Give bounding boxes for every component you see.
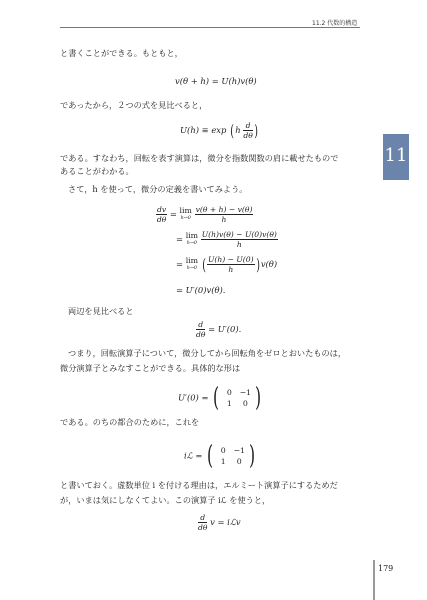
paragraph-2: であったから，２つの式を見比べると， [60,100,208,110]
eq2-den: dθ [243,131,253,140]
eq2-lhs: U(h) ≡ exp [180,125,227,135]
eq3-r3-tail: v(θ) [260,259,278,269]
m12: −1 [239,388,252,397]
matrix-paren-right: ) [255,383,262,413]
paragraph-7: である。のちの都合のために，これを [60,417,200,427]
paragraph-3a: である。すなわち，回転を表す演算は，微分を指数関数の肩に載せたもので [60,153,339,163]
equation-6 [184,441,257,471]
m21: 1 [220,457,226,466]
paren-left: ( [202,255,206,274]
paragraph-8a: と書いておく。虚数単位 i を付ける理由は，エルミート演算子にするためだ [60,480,338,490]
m21: 1 [226,399,232,408]
equation-2 [180,121,259,140]
eq3-r3-frac [207,255,255,274]
eq3-lhs-num: dv [157,205,167,214]
eq4-num: d [196,320,205,330]
paragraph-4: さて，h を使って，微分の定義を書いてみよう。 [68,184,248,194]
eq3-r1-num: v(θ + h) − v(θ) [195,205,253,214]
eq3-r1-frac [195,205,254,224]
m22: 0 [236,457,242,466]
matrix-2 [215,445,247,467]
running-header: 11.2 代数的構造 [312,20,358,27]
eq3-r1-den: h [221,215,227,224]
matrix-paren-left: ( [207,441,214,471]
equation-5 [178,383,264,413]
paren-right: ) [254,121,258,140]
eq5-lhs: U′(0) = [178,392,209,403]
equation-3-row-2: = lim h→0 $\frac{U(h)v(\theta) - U(0)v(\theta)}{h}$ [176,230,277,249]
equation-4 [196,320,241,339]
equation-7 [198,513,241,532]
equation-3-row-4: = U′(0)v(θ). [176,285,226,295]
m11: 0 [226,388,232,397]
eq7-rhs: v = iℒv [210,517,241,527]
eq2-frac [243,121,252,140]
paragraph-1: と書くことができる。もともと， [60,48,183,58]
paragraph-3b: あることがわかる。 [60,166,134,176]
eq4-frac [196,320,205,339]
lim-sub: h→0 [180,215,191,221]
eq3-r3-den: h [228,265,234,274]
matrix-1 [221,387,253,409]
equation-1: v(θ + h) = U(h)v(θ) [175,76,257,86]
eq3-r2-num: U(h)v(θ) − U(0)v(θ) [201,230,277,239]
eq6-lhs: iℒ = [184,450,203,461]
paragraph-6a: つまり，回転演算子について，微分してから回転角をゼロとおいたものは， [68,348,347,358]
paragraph-6b: 微分演算子とみなすことができる。具体的な形は [60,363,241,373]
paragraph-5: 両辺を見比べると [68,306,134,316]
eq3-r3-num: U(h) − U(0) [208,255,254,264]
chapter-tab [383,134,409,180]
eq3-lhs-frac [156,205,167,224]
paragraph-8b: が，いまは気にしなくてよい。この演算子 iℒ を使うと， [60,495,271,505]
eq2-num: d [243,121,252,131]
paren-left: ( [230,121,235,140]
eq7-frac [198,513,207,532]
eq7-den: dθ [198,523,208,532]
paren-right: ) [255,255,260,274]
eq4-den: dθ [196,330,206,339]
eq3-r2-frac [201,230,278,249]
eq7-num: d [198,513,207,523]
eq3-lim-3 [186,257,198,273]
page-number: 179 [378,564,394,573]
m11: 0 [220,446,226,455]
eq4-rhs: = U′(0). [208,324,242,334]
header-rule [60,27,360,28]
eq3-lhs-den: dθ [156,215,167,224]
lim-text: lim [185,230,199,240]
lim-text: lim [179,205,192,215]
eq3-lim-1 [180,207,192,223]
equation-3-row-1: $\frac{dv}{d\theta}$ = lim h→0 $\frac{v(\theta + h) - v(\theta)}{h}$ [156,205,253,224]
lim-text: lim [185,255,199,265]
eq3-lim-2 [186,232,198,248]
m22: 0 [242,399,248,408]
matrix-paren-right: ) [249,441,256,471]
m12: −1 [233,446,245,455]
chapter-number: 11 [384,145,408,166]
equation-3-row-3: = lim h→0 ( $\frac{U(h) - U(0)}{h}$ )v(θ) [176,255,278,274]
eq2-h: h [235,125,241,135]
page-edge-bar [373,560,375,600]
lim-sub: h→0 [186,240,197,246]
matrix-paren-left: ( [213,383,220,413]
lim-sub: h→0 [186,265,197,271]
eq3-r2-den: h [236,240,242,249]
